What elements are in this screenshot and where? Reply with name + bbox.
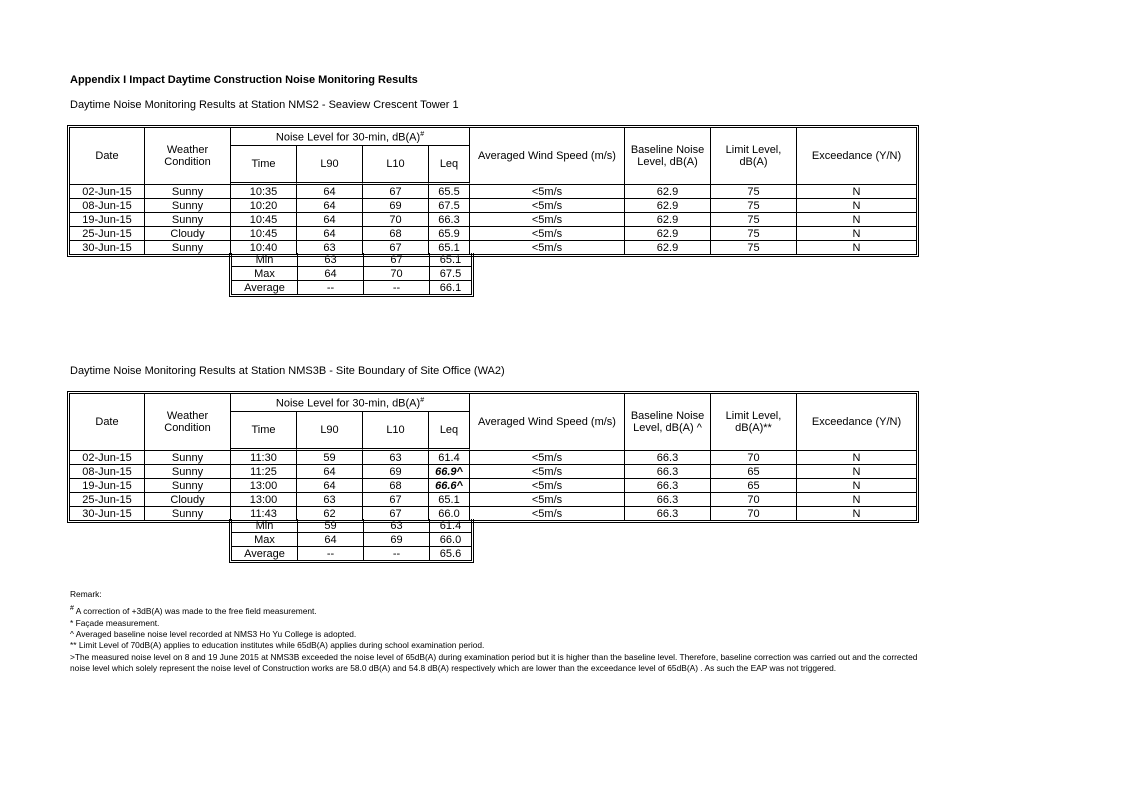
summary-l10: 70: [364, 267, 430, 281]
cell-weather: Sunny: [145, 479, 231, 493]
table-row: [70, 185, 916, 199]
cell-limit: 70: [711, 507, 797, 520]
cell-baseline: 62.9: [625, 185, 711, 199]
cell-l90: 64: [297, 213, 363, 227]
remarks-block: [70, 589, 930, 675]
col-header-time: Time: [231, 412, 297, 451]
col-header-wind: Averaged Wind Speed (m/s): [470, 394, 625, 451]
cell-l90: 63: [297, 493, 363, 507]
cell-baseline: 66.3: [625, 507, 711, 520]
cell-exceedance: N: [852, 507, 861, 520]
cell-date: 02-Jun-15: [70, 185, 145, 199]
cell-exceedance: N: [797, 227, 916, 241]
col-header-leq: Leq: [429, 146, 470, 185]
cell-l10: 67: [363, 185, 429, 199]
cell-leq: 66.3: [429, 213, 470, 227]
summary-label: Max: [232, 267, 298, 281]
cell-leq: 66.6^: [429, 479, 470, 493]
cell-limit: 65: [711, 465, 797, 479]
cell-l10: 69: [363, 465, 429, 479]
cell-l10: 69: [363, 199, 429, 213]
summary-row: [232, 267, 471, 281]
col-header-exceedance: Exceedance (Y/N): [797, 394, 916, 451]
cell-leq: 65.9: [429, 227, 470, 241]
table-row: [70, 465, 916, 479]
cell-exceedance: N: [797, 493, 916, 507]
cell-wind: <5m/s: [470, 451, 625, 465]
cell-weather: Cloudy: [145, 227, 231, 241]
cell-limit: 65: [711, 479, 797, 493]
cell-baseline: 66.3: [625, 479, 711, 493]
cell-time: 11:43: [231, 507, 297, 520]
remark-facade: * Façade measurement.: [70, 617, 160, 628]
col-header-weather: Weather Condition: [145, 394, 231, 451]
cell-leq: 67.5: [429, 199, 470, 213]
col-header-l90: L90: [297, 412, 363, 451]
summary-l10: 63: [364, 519, 430, 533]
cell-date: 25-Jun-15: [70, 227, 145, 241]
cell-weather: Sunny: [145, 465, 231, 479]
cell-l90: 64: [297, 227, 363, 241]
summary-l90: 59: [298, 519, 364, 533]
cell-limit: 75: [711, 199, 797, 213]
section-1-title: Daytime Noise Monitoring Results at Station NMS2 - Seaview Crescent Tower 1: [70, 99, 459, 111]
cell-l10: 68: [363, 479, 429, 493]
cell-exceedance: N: [852, 241, 861, 254]
col-header-leq: Leq: [429, 412, 470, 451]
cell-limit: 75: [711, 185, 797, 199]
nms3b-results-table: [67, 391, 919, 523]
cell-weather: Sunny: [145, 185, 231, 199]
summary-leq: 65.6: [439, 547, 462, 560]
remark-limit-level: ** Limit Level of 70dB(A) applies to education institutes while 65dB(A) applies during school examination period.: [70, 640, 485, 651]
summary-row: [232, 253, 471, 267]
cell-baseline: 66.3: [625, 465, 711, 479]
summary-leq: 66.1: [439, 281, 462, 294]
col-header-l10: L10: [363, 412, 429, 451]
cell-leq: 66.0: [429, 507, 470, 520]
cell-l10: 63: [363, 451, 429, 465]
summary-label: Average: [232, 281, 298, 294]
cell-l90: 64: [297, 465, 363, 479]
cell-wind: <5m/s: [470, 507, 625, 520]
col-header-baseline: Baseline Noise Level, dB(A): [625, 128, 711, 185]
summary-leq: 61.4: [430, 519, 471, 533]
cell-date: 08-Jun-15: [70, 199, 145, 213]
nms3b-summary-table: [229, 519, 474, 563]
cell-exceedance: N: [797, 185, 916, 199]
summary-l90: --: [298, 281, 364, 294]
table-row: [70, 227, 916, 241]
cell-time: 13:00: [231, 493, 297, 507]
cell-exceedance: N: [797, 465, 916, 479]
col-header-noise-level: Noise Level for 30-min, dB(A)#: [231, 394, 470, 412]
cell-wind: <5m/s: [470, 479, 625, 493]
summary-l10: --: [364, 281, 430, 294]
table-row: [70, 241, 916, 254]
summary-label: Min: [232, 253, 298, 267]
cell-l10: 70: [363, 213, 429, 227]
cell-wind: <5m/s: [470, 213, 625, 227]
summary-row: [232, 533, 471, 547]
cell-limit: 75: [711, 213, 797, 227]
cell-time: 10:40: [231, 241, 297, 254]
summary-l10: 67: [364, 253, 430, 267]
cell-wind: <5m/s: [470, 199, 625, 213]
nms2-summary-table: [229, 253, 474, 297]
cell-leq: 61.4: [429, 451, 470, 465]
col-header-l10: L10: [363, 146, 429, 185]
cell-leq: 65.5: [429, 185, 470, 199]
summary-l90: --: [298, 547, 364, 560]
cell-baseline: 62.9: [625, 199, 711, 213]
summary-leq: 66.0: [430, 533, 471, 547]
cell-weather: Sunny: [145, 213, 231, 227]
summary-row: [232, 547, 471, 560]
cell-l90: 64: [297, 479, 363, 493]
cell-weather: Sunny: [145, 451, 231, 465]
table-row: [70, 479, 916, 493]
summary-label: Average: [232, 547, 298, 560]
summary-l10: 69: [364, 533, 430, 547]
cell-time: 11:30: [231, 451, 297, 465]
cell-date: 25-Jun-15: [70, 493, 145, 507]
cell-baseline: 66.3: [625, 451, 711, 465]
remark-correction: # A correction of +3dB(A) was made to the free field measurement.: [70, 605, 317, 617]
col-header-time: Time: [231, 146, 297, 185]
table-row: [70, 451, 916, 465]
summary-row: [232, 281, 471, 294]
table-row: [70, 199, 916, 213]
remarks-title: Remark:: [70, 589, 102, 599]
cell-exceedance: N: [797, 451, 916, 465]
summary-l10: --: [364, 547, 430, 560]
cell-leq: 65.1: [429, 493, 470, 507]
cell-date: 19-Jun-15: [70, 479, 145, 493]
summary-label: Max: [232, 533, 298, 547]
cell-l90: 64: [297, 199, 363, 213]
cell-limit: 70: [711, 451, 797, 465]
cell-l90: 59: [297, 451, 363, 465]
cell-weather: Sunny: [145, 507, 231, 520]
cell-date: 30-Jun-15: [70, 241, 145, 254]
cell-wind: <5m/s: [470, 185, 625, 199]
cell-wind: <5m/s: [470, 241, 625, 254]
cell-l90: 62: [297, 507, 363, 520]
nms2-results-table: [67, 125, 919, 257]
cell-l90: 63: [297, 241, 363, 254]
cell-weather: Sunny: [145, 241, 231, 254]
table-row: [70, 507, 916, 520]
cell-l10: 68: [363, 227, 429, 241]
cell-limit: 70: [711, 493, 797, 507]
cell-weather: Cloudy: [145, 493, 231, 507]
col-header-date: Date: [70, 394, 145, 451]
cell-baseline: 62.9: [625, 241, 711, 254]
table-row: [70, 493, 916, 507]
col-header-limit: Limit Level, dB(A)**: [711, 394, 797, 451]
cell-limit: 75: [711, 241, 797, 254]
cell-date: 02-Jun-15: [70, 451, 145, 465]
summary-row: [232, 519, 471, 533]
cell-date: 30-Jun-15: [70, 507, 145, 520]
cell-wind: <5m/s: [470, 465, 625, 479]
col-header-limit: Limit Level, dB(A): [711, 128, 797, 185]
section-2-title: Daytime Noise Monitoring Results at Station NMS3B - Site Boundary of Site Office (WA2): [70, 365, 505, 377]
summary-leq: 67.5: [430, 267, 471, 281]
cell-weather: Sunny: [145, 199, 231, 213]
summary-l90: 64: [298, 533, 364, 547]
cell-time: 10:20: [231, 199, 297, 213]
summary-label: Min: [232, 519, 298, 533]
cell-exceedance: N: [797, 199, 916, 213]
col-header-baseline: Baseline Noise Level, dB(A) ^: [625, 394, 711, 451]
cell-l90: 64: [297, 185, 363, 199]
summary-leq: 65.1: [430, 253, 471, 267]
cell-time: 11:25: [231, 465, 297, 479]
cell-baseline: 62.9: [625, 227, 711, 241]
cell-wind: <5m/s: [470, 227, 625, 241]
col-header-exceedance: Exceedance (Y/N): [797, 128, 916, 185]
page-heading: Appendix I Impact Daytime Construction Noise Monitoring Results: [70, 74, 418, 86]
cell-l10: 67: [363, 507, 429, 520]
col-header-noise-level: Noise Level for 30-min, dB(A)#: [231, 128, 470, 146]
cell-leq: 65.1: [429, 241, 470, 254]
remark-measured-level: >The measured noise level on 8 and 19 June 2015 at NMS3B exceeded the noise level of 65dB(A) during examination period but it is higher than the baseline level. Therefore, baseline correction was carried out and the corrected noise level which solely represent the noise level of Construction works are 58.0 dB(A) and 54.8 dB(A) respectively which are lower than the exceedance level of 65dB(A) . As such the EAP was not triggered.: [70, 651, 918, 674]
cell-time: 13:00: [231, 479, 297, 493]
cell-baseline: 62.9: [625, 213, 711, 227]
cell-exceedance: N: [797, 213, 916, 227]
cell-time: 10:35: [231, 185, 297, 199]
cell-baseline: 66.3: [625, 493, 711, 507]
cell-time: 10:45: [231, 213, 297, 227]
summary-l90: 64: [298, 267, 364, 281]
cell-limit: 75: [711, 227, 797, 241]
cell-leq: 66.9^: [429, 465, 470, 479]
col-header-weather: Weather Condition: [145, 128, 231, 185]
cell-wind: <5m/s: [470, 493, 625, 507]
cell-time: 10:45: [231, 227, 297, 241]
table-row: [70, 213, 916, 227]
summary-l90: 63: [298, 253, 364, 267]
remark-baseline: ^ Averaged baseline noise level recorded at NMS3 Ho Yu College is adopted.: [70, 629, 357, 640]
cell-date: 08-Jun-15: [70, 465, 145, 479]
cell-l10: 67: [363, 241, 429, 254]
col-header-l90: L90: [297, 146, 363, 185]
col-header-wind: Averaged Wind Speed (m/s): [470, 128, 625, 185]
cell-exceedance: N: [797, 479, 916, 493]
cell-date: 19-Jun-15: [70, 213, 145, 227]
cell-l10: 67: [363, 493, 429, 507]
col-header-date: Date: [70, 128, 145, 185]
